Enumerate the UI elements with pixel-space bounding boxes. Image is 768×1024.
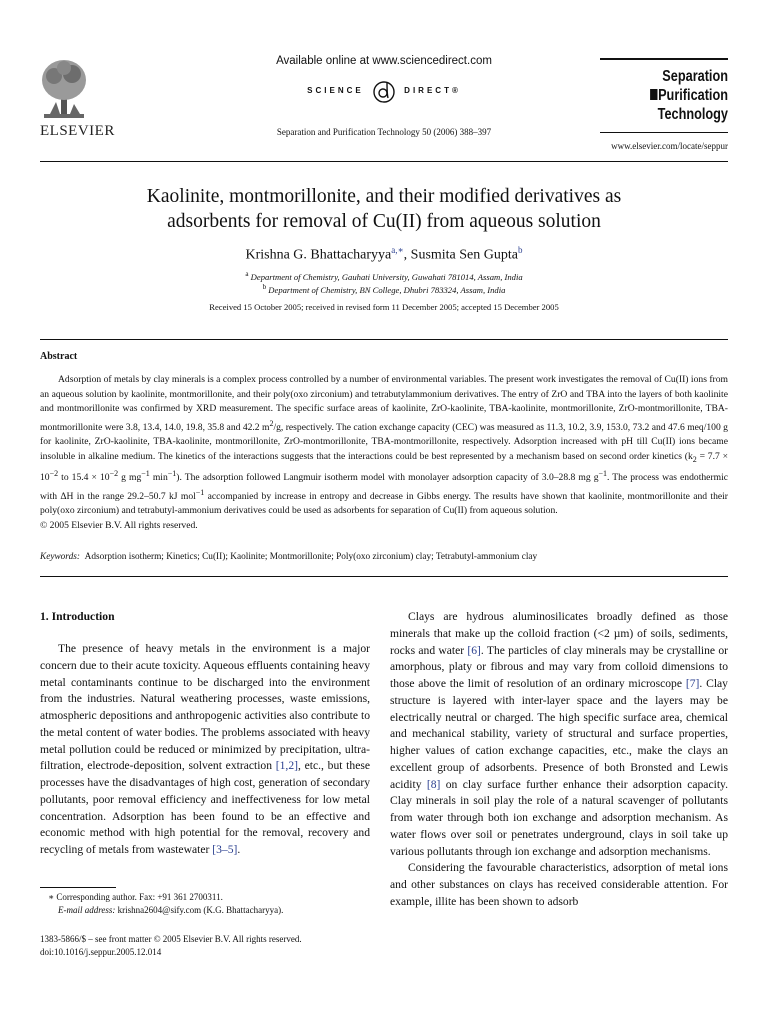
author-2-affil[interactable]: b (518, 245, 523, 255)
available-online-text[interactable]: Available online at www.sciencedirect.com (276, 55, 492, 67)
journal-name-bottom-rule (600, 132, 728, 133)
keywords-label: Keywords: (40, 552, 80, 562)
journal-name (623, 67, 728, 124)
journal-url[interactable]: www.elsevier.com/locate/seppur (611, 141, 728, 151)
author-list: Krishna G. Bhattacharyya$^{a,∗}$, Susmita Sen Gupta$^b$ (245, 245, 523, 263)
body-top-rule (40, 576, 728, 577)
journal-name-top-rule (600, 58, 728, 60)
title-line-2: adsorbents for removal of Cu(II) from aqueous solution (167, 211, 601, 232)
author-1-affil[interactable]: a,∗ (391, 245, 404, 255)
email-note: E-mail address: krishna2604@sify.com (K.G. Bhattacharyya). (58, 905, 284, 915)
left-column (40, 641, 370, 859)
abstract-text: Adsorption of metals by clay minerals is a complex process controlled by a number of environmental variables. The present work investigates the removal of Cu(II) ions from an aqueous solution by kaolinite, montmorillonite, and their poly(oxo zirconium) and tetrabutylammonium derivatives. The entry of ZrO and TBA into the layers of both kaolinite and montmorillonite was confirmed by XRD measurement. The specific surface areas of kaolinite, ZrO-kaolinite, TBA-kaolinite, montmorillonite, ZrO-montmorillonite, TBA-montmorillonite were 3.8, 13.4, 14.0, 19.8, 35.8 and 42.2 $m^2/g$, respectively. The cation exchange capacity (CEC) was measured as 11.3, 10.2, 3.9, 153.0, 73.2 and 47.6 meq/100 g for kaolinite, ZrO-kaolinite, TBA-kaolinite, montmorillonite, ZrO-montmorillonite, TBA-montmorillonite, respectively. Adsorption increased with pH till Cu(II) ions became insoluble in alkaline medium. The kinetics of the interactions suggests that the interactions could be best represented by a mechanism based on second order kinetics ($k_2 = 7.7 \times 10^{-2}$ to $15.4 \times 10^{-2}$ g $mg^{-1}$ $\min^{-1}$). The adsorption followed Langmuir isotherm model with monolayer adsorption capacity of 3.0–28.8 mg $g^{-1}$. The process was endothermic with ΔH in the range 29.2–50.7 kJ mol$^{-1}$ accompanied by increase in entropy and decrease in Gibbs energy. The results have shown that kaolinite, montmorillonite and their poly(oxo zirconium) and tetrabutyl-ammonium derivatives could be used as adsorbents for separation of Cu(II) from aqueous solution. (40, 374, 729, 517)
issn-block (40, 933, 370, 959)
citation-link[interactable]: [8] (426, 777, 441, 791)
intro-paragraph-1: The presence of heavy metals in the environment is a major concern due to their acute toxicity. Aqueous effluents containing heavy metal contaminants continue to be discharged into the environment from the industries. Natural weathering processes, waste emissions, atmospheric depositions and anthropogenic activities also contribute to the metal content of water bodies. The problems associated with heavy metal pollution could be reduced or minimized by precipitation, ultra-filtration, electrode-deposition, solvent extraction [1,2], etc., but these processes have the disadvantages of high cost, generation of secondary pollutants, poor removal efficiency and ineffectiveness for low metal concentration. Adsorption has been found to be an effective and economic method with high potential for the removal, recovery and recycling of metals from wastewater [3–5]. (40, 642, 371, 856)
author-1: Krishna G. Bhattacharyya (245, 247, 392, 263)
abstract-heading: Abstract (40, 351, 78, 362)
issn-line: 1383-5866/$ – see front matter © 2005 Elsevier B.V. All rights reserved. (40, 934, 302, 944)
doi-line[interactable]: doi:10.1016/j.seppur.2005.12.014 (40, 947, 162, 957)
affiliation-a: $^a$ Department of Chemistry, Gauhati University, Guwahati 781014, Assam, India (245, 270, 523, 282)
corresponding-author-note: ∗ Corresponding author. Fax: +91 361 2700311. (48, 892, 223, 902)
journal-name-line-1: Separation (662, 68, 728, 85)
keywords-list: Adsorption isotherm; Kinetics; Cu(II); Kaolinite; Montmorillonite; Poly(oxo zirconium) clay; Tetrabutyl-ammonium clay (84, 552, 538, 562)
abstract-top-rule (40, 339, 728, 340)
sciencedirect-left: SCIENCE (307, 86, 364, 96)
intro-paragraph-2: Clays are hydrous aluminosilicates broadly defined as those minerals that make up the colloid fraction (<2 µm) of soils, sediments, rocks and water [6]. The particles of clay minerals may be crystalline or amorphous, platy or fibrous and may vary from colloid dimensions to those above the limit of resolution of an ordinary microscope [7]. Clay structure is layered with inter-layer space and the layers may be electrically neutral or charged. The high specific surface area, chemical and mechanical stability, variety of structural and surface properties, higher values of cation exchange capacities, etc., make the clays an excellent group of adsorbents. Presence of both Bronsted and Lewis acidity [8] on clay surface further enhance their adsorption capacity. Clay minerals in soil play the role of a natural scavenger of pollutants from water through both ion exchange and adsorption mechanism. As water flows over soil or penetrates underground, clays in soil take up various pollutants through ion exchange and adsorption mechanisms. (390, 610, 728, 858)
title-line-1: Kaolinite, montmorillonite, and their modified derivatives as (146, 186, 622, 207)
citation-link[interactable]: [7] (685, 677, 700, 690)
section-heading-introduction: 1. Introduction (40, 610, 115, 623)
header-rule (40, 161, 728, 162)
publisher-name: ELSEVIER (40, 123, 115, 139)
citation-link[interactable]: [1,2] (275, 759, 298, 773)
sciencedirect-right: DIRECT® (404, 86, 461, 96)
footnote (40, 891, 370, 917)
footnote-rule (40, 887, 116, 888)
citation-link[interactable]: [3–5] (212, 843, 238, 856)
abstract-copyright: © 2005 Elsevier B.V. All rights reserved. (40, 519, 198, 531)
journal-square-icon (650, 89, 657, 100)
journal-reference: Separation and Purification Technology 50 (2006) 388–397 (276, 127, 492, 137)
journal-name-line-3: Technology (657, 106, 728, 123)
received-dates: Received 15 October 2005; received in revised form 11 December 2005; accepted 15 December 2005 (209, 302, 559, 312)
affiliation-b: $^b$ Department of Chemistry, BN College, Dhubri 783324, Assam, India (262, 283, 506, 295)
abstract-body (40, 373, 728, 533)
intro-paragraph-3: Considering the favourable characteristics, adsorption of metal ions and other substances on clays has received considerable attention. For example, illite has been shown to adsorb (390, 861, 728, 908)
citation-link[interactable]: [6] (467, 643, 481, 657)
journal-name-line-2: Purification (623, 86, 728, 105)
paper-title (0, 184, 768, 234)
keywords (40, 552, 728, 562)
author-2: Susmita Sen Gupta (410, 247, 518, 263)
right-column (390, 609, 728, 911)
sciencedirect-at-icon (371, 78, 397, 104)
